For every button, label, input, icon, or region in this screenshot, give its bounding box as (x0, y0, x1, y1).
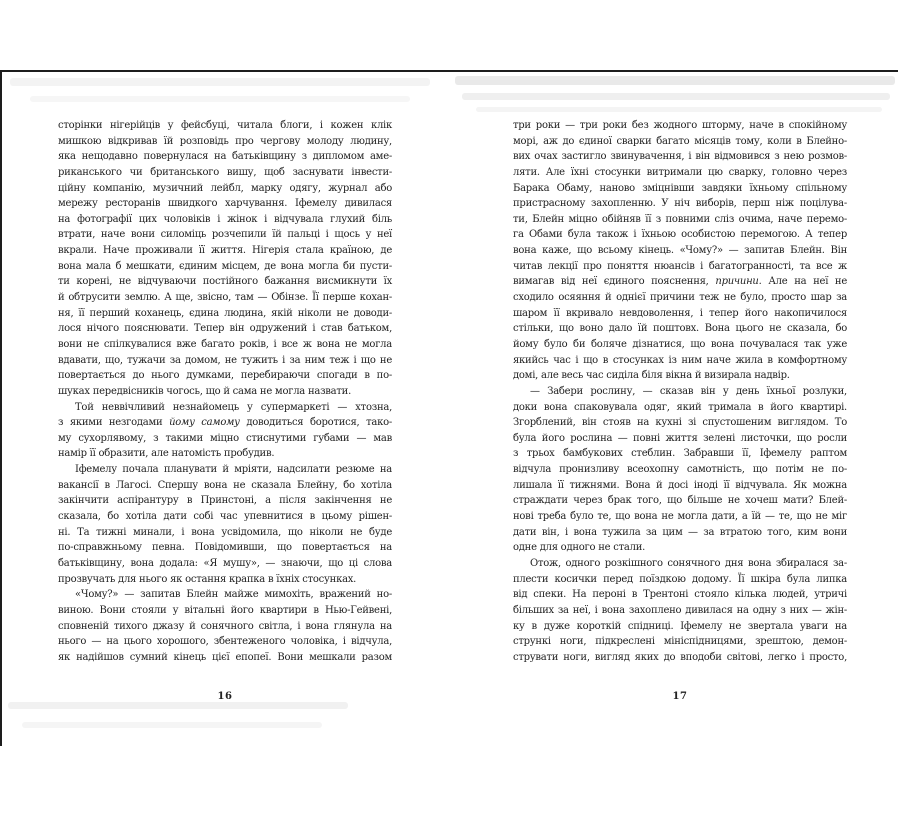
text-segment: три роки — три роки без жодного шторму, наче в спокійному (513, 120, 847, 131)
text-segment: страждати через брак того, що більше не хочеш мати? Блей- (513, 495, 847, 507)
text-segment: вона мала б мешкати, єдиним місцем, де вона могла би пусти- (58, 260, 392, 272)
text-segment: відчула пронизливу всеохопну самотність, що потім не по- (513, 464, 847, 476)
text-segment: дати він, і вона тужила за цим — за втратою того, ким вони (513, 526, 847, 538)
text-line (513, 118, 847, 134)
text-segment: з якими незгодами (58, 417, 170, 429)
text-segment: шаром її вкривало невдоволення, і тепер його накопичилося (513, 307, 847, 319)
text-line (58, 525, 392, 541)
text-segment: від спеки. На пероні в Трентоні стояло кілька людей, утричі (513, 589, 847, 601)
text-segment: пристрасному захопленню. У ніч виборів, перш ніж поцілува- (513, 198, 847, 210)
text-segment: ляти. Але їхні стосунки витримали цю сварку, головно через (513, 166, 847, 178)
text-line (513, 431, 847, 447)
text-line (58, 572, 392, 588)
text-line (513, 556, 847, 572)
page-stack-artifact (462, 93, 890, 100)
text-line (513, 196, 847, 212)
text-segment: Отож, одного розкішного сонячного дня вона збиралася за- (530, 557, 847, 569)
text-line (58, 290, 392, 306)
text-segment: га Обами була також і їхньою особистою перемогою. А тепер (513, 229, 847, 241)
text-line (58, 431, 392, 447)
text-line (58, 587, 392, 603)
page-stack-artifact (476, 107, 882, 112)
text-segment: Барака Обаму, наново зміцнівши завдяки їхньому спільному (513, 182, 847, 194)
text-segment: струвати ноги, вигляд яких до вподоби світові, легко і просто, (513, 651, 847, 663)
text-line (513, 572, 847, 588)
text-segment: одне для одного не стали. (513, 542, 646, 554)
text-segment: мишкою відкривав їй розповідь про чергову молоду людину, (58, 135, 392, 147)
page-stack-artifact (10, 78, 430, 86)
text-segment: риканського чи британського вишу, щоб заснувати інвести- (58, 166, 392, 178)
text-segment: ти корені, не відчуваючи постійного бажання висмикнути їх (58, 276, 392, 288)
text-segment: вимагав від неї єдиного пояснення, (513, 276, 716, 288)
text-segment: більших за неї, і вона захоплено дивилася на одну з них — жін- (513, 604, 847, 616)
text-line (513, 337, 847, 353)
text-line (58, 306, 392, 322)
text-segment: мережу ресторанів швидкого харчування. Іфемелу дивилася (58, 198, 392, 210)
text-line (513, 259, 847, 275)
text-segment: лося нічого пояснювати. Тепер він одружений і став батьком, (58, 323, 392, 335)
text-line (513, 290, 847, 306)
page-stack-artifact (8, 702, 348, 709)
text-line (58, 337, 392, 353)
book-left-edge-line (0, 70, 2, 746)
text-line (513, 181, 847, 197)
text-line (513, 149, 847, 165)
text-segment: ційну компанію, музичний лейбл, марку одягу, журнал або (58, 182, 392, 194)
text-segment: вони не спілкувалися вже багато років, і все ж вона не могла (58, 338, 392, 350)
text-line (513, 306, 847, 322)
text-line (58, 619, 392, 635)
text-line (58, 415, 392, 431)
page-stack-artifact (455, 76, 895, 85)
page-number-17: 17 (672, 691, 688, 702)
text-segment: з трьох бамбукових стеблин. Забравши її, Іфемелу раптом (513, 448, 847, 460)
text-line (513, 274, 847, 290)
text-line (513, 462, 847, 478)
text-line (513, 540, 847, 556)
text-line (58, 259, 392, 275)
text-segment: вкрали. Наче проживали її життя. Нігерія стала країною, де (58, 245, 392, 257)
text-line (58, 181, 392, 197)
text-line (513, 368, 847, 384)
page-stack-artifact (22, 722, 322, 728)
text-segment: на фотографії цих чоловіків і жінок і відчувала глухий біль (58, 213, 392, 225)
text-segment: ти, Блейн міцно обійняв її з повними сліз очима, наче перемо- (513, 213, 847, 225)
text-segment: читав лекції про поняття нюансів і багатогранності, та все ж (513, 260, 847, 272)
text-segment: вдавати, що, тужачи за домом, не тужить і за ним теж і що не (58, 354, 392, 366)
page-17-text-column (513, 118, 847, 665)
text-segment: якийсь час і що в стосунках із ним наче жила в комфортному (513, 354, 847, 366)
text-line (513, 212, 847, 228)
text-segment: ку в дуже короткій спідниці. Іфемелу не звертала уваги на (513, 620, 847, 632)
text-line (513, 634, 847, 650)
text-segment: повертається до нього думками, перебираючи спогади в по- (58, 370, 392, 382)
text-segment: виною. Вони стояли у вітальні його квартири в Нью-Гейвені, (58, 604, 392, 616)
text-segment: Той неввічливий незнайомець у супермаркеті — хтозна, (75, 401, 392, 413)
text-line (513, 478, 847, 494)
text-segment: по-справжньому певна. Повідомивши, що повертається на (58, 542, 392, 554)
text-line (513, 384, 847, 400)
text-segment: Згорблений, він стояв на кухні зі спустошеним виглядом. То (513, 417, 847, 429)
text-segment: сповненій тихого джазу й сонячного світла, і вона глянула на (58, 620, 392, 632)
text-line (513, 353, 847, 369)
text-line (58, 556, 392, 572)
text-segment: лишала її тижнями. Вона й досі іноді її відчувала. Як можна (513, 479, 847, 491)
text-line (58, 149, 392, 165)
text-line (58, 243, 392, 259)
text-line (58, 462, 392, 478)
text-line (58, 274, 392, 290)
text-line (58, 446, 392, 462)
text-line (513, 509, 847, 525)
text-line (513, 650, 847, 666)
text-line (513, 400, 847, 416)
text-segment: яка нещодавно повернулася на батьківщину з дипломом аме- (58, 151, 392, 163)
text-segment: доводиться боротися, тако- (239, 417, 392, 429)
text-segment: нові треба було те, що вона не могла дати, а їй — те, що не міг (513, 511, 847, 523)
text-line (513, 619, 847, 635)
text-segment: нього — на цього хорошого, збентеженого чоловіка, і відчула, (58, 636, 392, 648)
text-segment: шуках передвісників чогось, що й сама не могла назвати. (58, 385, 351, 397)
italic-text-segment: причини (715, 276, 759, 288)
text-line (58, 400, 392, 416)
text-line (513, 415, 847, 431)
text-line (513, 587, 847, 603)
text-segment: йому було би боляче дізнатися, що вона почувалася так уже (513, 338, 847, 350)
text-line (58, 134, 392, 150)
text-line (513, 603, 847, 619)
text-line (58, 603, 392, 619)
text-segment: вона каже, що всьому кінець. «Чому?» — запитав Блейн. Він (513, 245, 847, 257)
text-segment: намір її образити, але натомість пробудив. (58, 448, 275, 460)
text-segment: «Чому?» — запитав Блейн майже мимохіть, вражений но- (75, 589, 392, 601)
text-segment: як надійшов сумний кінець цієї епопеї. Вони мешкали разом (58, 651, 392, 663)
page-16-text-column (58, 118, 392, 665)
text-segment: вакансії в Лагосі. Спершу вона не сказала Блейну, бо хотіла (58, 479, 392, 491)
text-line (513, 227, 847, 243)
text-segment: домі, але весь час сиділа біля вікна й визирала надвір. (513, 370, 790, 382)
text-segment: . Але на неї не (758, 276, 847, 288)
text-line (58, 650, 392, 666)
book-top-edge-line (0, 70, 898, 72)
text-segment: сходило осяяння й однієї причини теж не було, просто шар за (513, 292, 847, 304)
text-line (58, 196, 392, 212)
text-line (58, 165, 392, 181)
text-segment: стрункі ноги, підкреслені мініспідницями, зрештою, демон- (513, 636, 847, 648)
text-segment: морі, аж до єдиної сварки багато місяців тому, коли в Блейно- (513, 135, 847, 147)
text-segment: сторінки нігерійців у фейсбуці, читала блоги, і кожен клік (58, 120, 392, 131)
text-line (58, 353, 392, 369)
text-line (58, 509, 392, 525)
text-segment: ні. Та тижні минали, і вона усвідомила, що ніколи не буде (58, 526, 392, 538)
text-segment: й обтрусити землю. А ще, звісно, там — Обінзе. Її перше кохан- (58, 292, 392, 304)
text-line (58, 368, 392, 384)
text-line (58, 540, 392, 556)
text-segment: сказала, бо хотіла дати собі час упевнитися в цьому рішен- (58, 511, 392, 523)
italic-text-segment: йому самому (169, 417, 240, 429)
text-line (58, 634, 392, 650)
text-line (513, 134, 847, 150)
page-stack-artifact (30, 96, 410, 102)
text-segment: — Забери рослину, — сказав він у день їхньої розлуки, (530, 385, 847, 397)
text-segment: Іфемелу почала планувати й мріяти, надсилати резюме на (75, 464, 392, 476)
text-line (513, 165, 847, 181)
text-line (513, 446, 847, 462)
text-line (58, 118, 392, 134)
text-segment: плести косички перед поїздкою додому. Її шкіра була липка (513, 573, 847, 585)
page-number-16: 16 (217, 691, 233, 702)
text-segment: батьківщину, вона додала: «Я мушу», — знаючи, що ці слова (58, 557, 392, 569)
text-line (58, 227, 392, 243)
text-line (58, 384, 392, 400)
text-segment: була його рослина — повні життя зелені листочки, що росли (513, 432, 847, 444)
text-segment: втрати, наче вони силоміць розчепили їй пальці і щось у неї (58, 229, 392, 241)
text-segment: стільки, що воно дало їй поштовх. Вона цього не сказала, бо (513, 323, 847, 335)
text-segment: вих очах застигло звинувачення, і він відмовився з нею розмов- (513, 151, 847, 163)
text-segment: закінчити аспірантуру в Принстоні, а після закінчення не (58, 495, 392, 507)
text-line (513, 525, 847, 541)
text-line (513, 493, 847, 509)
text-line (513, 321, 847, 337)
text-line (513, 243, 847, 259)
text-segment: прозвучать для нього як остання крапка в їхніх стосунках. (58, 573, 357, 585)
text-line (58, 478, 392, 494)
text-line (58, 321, 392, 337)
text-line (58, 493, 392, 509)
text-line (58, 212, 392, 228)
text-segment: ня, її перший коханець, єдина людина, якій ніколи не доводи- (58, 307, 392, 319)
text-segment: му сухорлявому, з такими міцно стиснутими губами — мав (58, 432, 392, 444)
text-segment: доки вона спаковувала одяг, який тримала в його квартирі. (513, 401, 847, 413)
